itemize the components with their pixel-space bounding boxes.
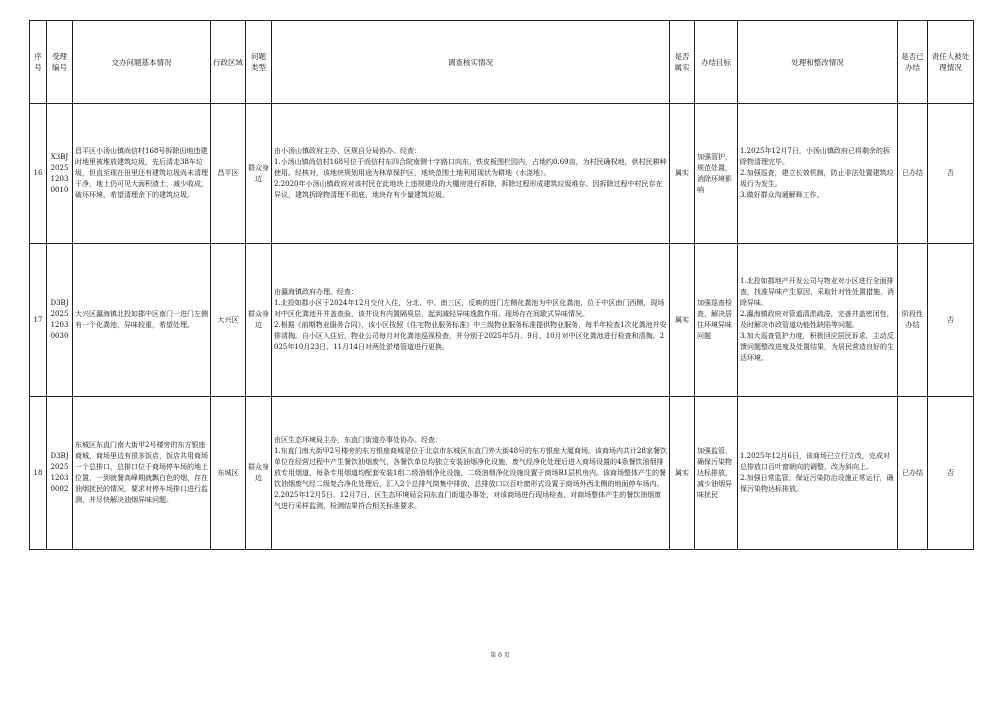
investigation-line: 2.根据《前期物业服务合同》，该小区按照《住宅物业服务标准》中三级物业服务标准提供物业服务，每半年检查1次化粪池并安排清掏。自小区入住后，物业公司每月对化粪池巡视检查，并分别于2025年5月、9月、10月对中区化粪池进行检查和清掏。2025年10月23日、11月14日对两处淤堵管道进行更换。 — [274, 321, 667, 351]
issue-type: 群众身边 — [246, 104, 272, 244]
investigation-line: 1.北投如郡小区于2024年12月交付入住，分北、中、南三区，反映的进门左侧化粪池为中区化粪池，位于中区南门西侧，现场对中区化粪池开井盖查验，该井设有内置隔臭层，起到减轻异味逸散作用。现场存在间歇式异味情况。 — [274, 299, 665, 318]
actions — [738, 397, 898, 550]
table-row — [30, 104, 974, 244]
header-cell: 问题类型 — [246, 21, 272, 104]
done-status: 阶段性办结 — [898, 244, 928, 397]
header-cell: 责任人被处理情况 — [928, 21, 974, 104]
actions — [738, 244, 898, 397]
person-handled: 否 — [928, 397, 974, 550]
header-cell: 处理和整改情况 — [738, 21, 898, 104]
table-row — [30, 244, 974, 397]
issue-description: 大兴区瀛海镇北投如郡中区南门一进门左侧有一个化粪池，异味较重，希望处理。 — [73, 244, 211, 397]
header-cell: 交办问题基本情况 — [73, 21, 211, 104]
goal: 加强监管，确保污染物达标排放，减少油烟异味扰民 — [695, 397, 738, 550]
action-line: 2.瀛海镇政府对管道清淤疏浚，完善井盖密闭性，及时解决市政管道功能性缺陷等问题。 — [740, 310, 894, 329]
person-handled: 否 — [928, 244, 974, 397]
action-line: 1.北投如郡地产开发公司与物业对小区进行全面排查，找准异味产生原因，采取针对性处置措施，消除异味。 — [740, 277, 894, 307]
header-cell: 是否已办结 — [898, 21, 928, 104]
goal: 加强巡查检查，解决居住环境异味问题 — [695, 244, 738, 397]
issue-type: 群众身边 — [246, 397, 272, 550]
header-cell: 受理编号 — [47, 21, 73, 104]
action-line: 1.2025年12月6日，该商场已立行立改，完成对总排放口百叶窗朝向的调整，改为斜向上。 — [740, 452, 890, 471]
action-line: 2.加强日常监管，保证污染防治设施正常运行，确保污染物达标排放。 — [740, 474, 894, 493]
investigation-line: 1.东直门南大街甲2号楼旁的东方银座商城是位于北京市东城区东直门外大街48号的东方银座大厦商场。该商场内共计28家餐饮单位在经营过程中产生餐饮油烟废气，各餐饮单位均独立安装油烟净化设施，废气经净化处理后进入商场设置的4条餐饮油烟排放专用烟道，每条专用烟道均配套安装1组二级油烟净化设施，二级油烟净化设施设置于商场B1层机房内。该商场整体产生的餐饮油烟废气经二级复合净化处理后，汇入2个总排气筒集中排放，总排放口以百叶窗形式设置于商场外西北侧的地面停车场内。 — [274, 446, 667, 488]
issue-description: 昌平区小汤山镇尚信村168号拆除田地违建时地里被堆放建筑垃圾，先后清走38车垃圾，但直至现在田里还有建筑垃圾尚未清理干净，地上仍可见大面积渣土，减少收成，破坏环境，希望清理余下的建筑垃圾。 — [73, 104, 211, 244]
action-line: 3.加大巡查管护力度，积极回应居民诉求，主动反馈问题整改进度及处置结果，为居民营造良好的生活环境。 — [740, 332, 894, 362]
header-cell: 办结目标 — [695, 21, 738, 104]
page-number: 第 6 页 — [490, 652, 510, 659]
issue-description: 东城区东直门南大街甲2号楼旁的东方银座商城，商场里边有很多饭店，饭店共用商场一个总排口，总排口位于商场停车场的地上位置，一到就餐高峰期就飘白色的烟，存在油烟扰民的情况，要求对停车场排口进行监测，并尽快解决油烟异味问题。 — [73, 397, 211, 550]
is-true: 属实 — [670, 244, 695, 397]
case-code: D3BJ20251203 0002 — [47, 397, 73, 550]
goal: 加强管护，规范处置，消除环境影响 — [695, 104, 738, 244]
person-handled: 否 — [928, 104, 974, 244]
investigation — [272, 244, 670, 397]
actions — [738, 104, 898, 244]
investigation-line: 由瀛海镇政府办理。经查： — [274, 288, 358, 296]
investigation — [272, 397, 670, 550]
case-code: D3BJ20251203 0030 — [47, 244, 73, 397]
row-number: 17 — [30, 244, 47, 397]
district: 东城区 — [211, 397, 246, 550]
header-cell: 是否属实 — [670, 21, 695, 104]
header-row — [30, 21, 974, 104]
done-status: 已办结 — [898, 397, 928, 550]
action-line: 3.做好群众沟通解释工作。 — [740, 191, 824, 199]
district: 大兴区 — [211, 244, 246, 397]
district: 昌平区 — [211, 104, 246, 244]
investigation-line: 由小汤山镇政府主办，区规自分局协办。经查： — [274, 147, 421, 155]
case-table — [29, 20, 974, 550]
done-status: 已办结 — [898, 104, 928, 244]
is-true: 属实 — [670, 397, 695, 550]
action-line: 2.加强巡查，建立长效机制，防止非法处置建筑垃圾行为发生。 — [740, 169, 894, 188]
table-row — [30, 397, 974, 550]
issue-type: 群众身边 — [246, 244, 272, 397]
investigation — [272, 104, 670, 244]
investigation-line: 2.2020年小汤山镇政府对该村民在此地块上违规建设的大棚房进行拆除，拆除过程形成建筑垃圾堆存。因拆除过程中村民存在异议，建筑拆除物清理不彻底，地块存有少量建筑垃圾。 — [274, 180, 663, 199]
row-number: 16 — [30, 104, 47, 244]
header-cell: 行政区域 — [211, 21, 246, 104]
investigation-line: 2.2025年12月5日、12月7日，区生态环境局会同东直门街道办事处，对该商场进行现场检查，对商场整体产生的餐饮油烟废气进行采样监测，检测结果符合相关标准要求。 — [274, 490, 662, 510]
header-cell: 序号 — [30, 21, 47, 104]
investigation-line: 由区生态环境局主办，东直门街道办事处协办。经查： — [274, 435, 442, 444]
is-true: 属实 — [670, 104, 695, 244]
action-line: 1.2025年12月7日，小汤山镇政府已将剩余的拆除物清理完毕。 — [740, 147, 890, 166]
row-number: 18 — [30, 397, 47, 550]
header-cell: 调查核实情况 — [272, 21, 670, 104]
case-code: X3BJ20251203 0010 — [47, 104, 73, 244]
investigation-line: 1.小汤山镇尚信村168号位于尚信村东四合院南侧十字路口向东，铁皮板围栏园内，占地约0.69亩，为村民确权地，供村民耕种使用。经核对，该地块规划用途为林草保护区，地块范围土地利用现状为耕地（水浇地）。 — [274, 158, 667, 177]
